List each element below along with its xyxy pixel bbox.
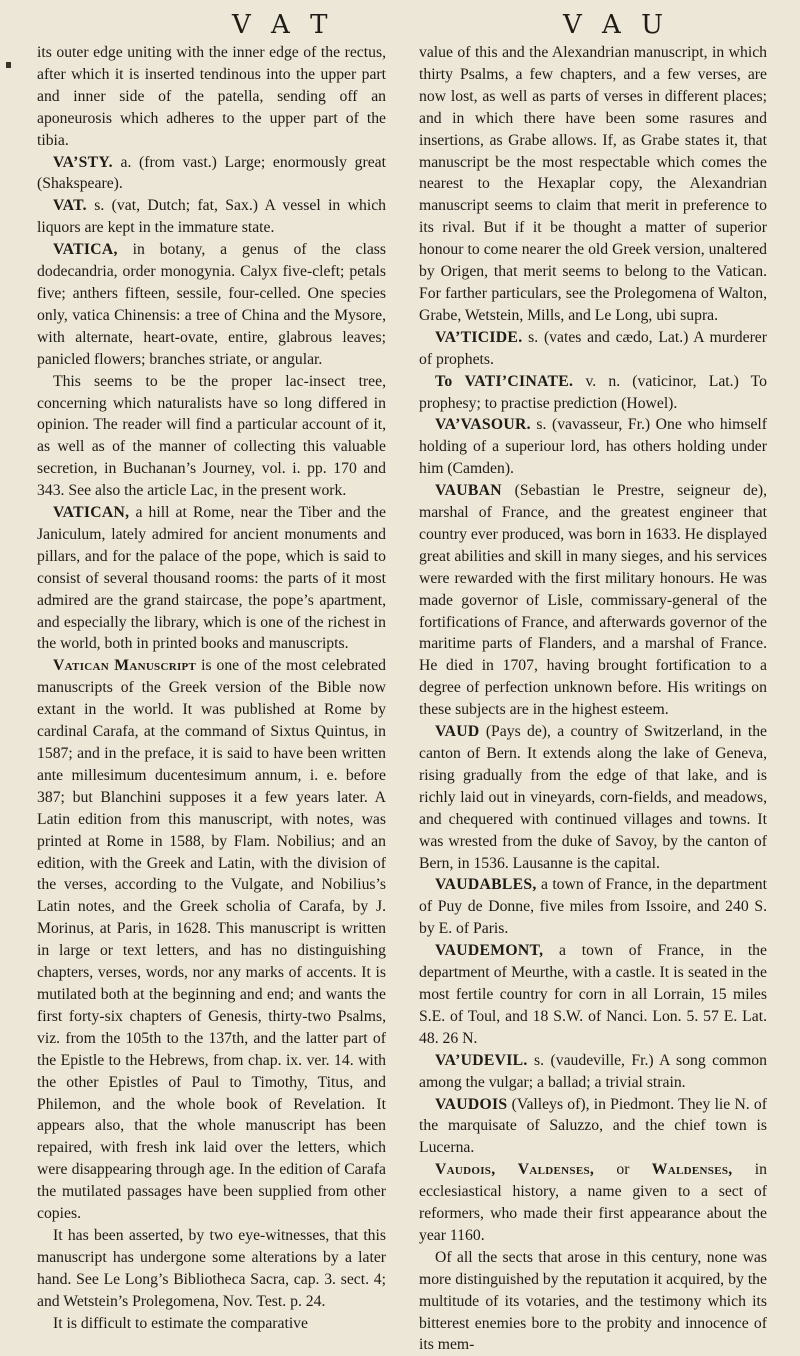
definition-vaudemont: a town of France, in the department of Meurthe, with a castle. It is seated in the most fertile country for corn in all Lorrain, 15 miles S.E. of Toul, and 18 S.W. of Nanci. Lon. 5. 57 E. Lat. 48. 26 N. [419, 942, 767, 1047]
definition-vaticide: s. (vates and cædo, Lat.) A murderer of prophets. [419, 328, 767, 368]
headword-vaticinate: To VATI’CINATE. [435, 372, 574, 390]
entry-vat [37, 195, 386, 239]
entry-vatica-note: This seems to be the proper lac-insect tree, concerning which naturalists have so long differed in opinion. The reader will find a particular account of it, as well as of the manner of collecting this valuable secretion, in Buchanan’s Journey, vol. i. pp. 170 and 343. See also the article Lac, in the present work. [37, 372, 386, 500]
entry-vauban [419, 480, 767, 721]
left-column [37, 42, 386, 1332]
headword-vatican: VATICAN, [53, 504, 130, 522]
headword-vasty: VA’STY. [53, 153, 113, 171]
headword-vauban: VAUBAN [435, 482, 502, 500]
headword-vavasour: VA’VASOUR. [435, 416, 531, 434]
definition-vasty: a. (from vast.) Large; enormously great (Shakspeare). [37, 153, 386, 193]
headword-vat: VAT. [53, 197, 87, 215]
headword-waldenses: Waldenses, [651, 1161, 733, 1179]
definition-vauban: (Sebastian le Prestre, seigneur de), marshal of France, and the greatest engineer that country ever produced, was born in 1633. He displayed great abilities and skill in many sieges, and his services were rewarded with the first military honours. He was made governor of Lisle, commissary-general of the fortifications of France, and afterwards governor of the maritime parts of Flanders, and a marshal of France. He died in 1707, having brought fortification to a degree of perfection unknown before. His writings on these subjects are in the highest esteem. [419, 482, 767, 719]
continuation-paragraph: its outer edge uniting with the inner edge of the rectus, after which it is inserted tendinous into the upper part and inner side of the patella, sending off an aponeurosis which adheres to the upper part of the tibia. [37, 44, 386, 149]
entry-vaticide [419, 327, 767, 371]
definition-vat: s. (vat, Dutch; fat, Sax.) A vessel in which liquors are kept in the immature state. [37, 197, 386, 237]
running-head [0, 10, 800, 42]
headword-vaudemont: VAUDEMONT, [435, 942, 544, 960]
headword-vaudois-valdenses: Vaudois, Valdenses, [435, 1161, 595, 1179]
page-edge-mark [6, 62, 11, 68]
entry-vaudois [419, 1094, 767, 1160]
headword-vaudables: VAUDABLES, [435, 876, 537, 894]
right-running-head: V A U [563, 10, 669, 40]
entry-vavasour [419, 414, 767, 480]
definition-vaudevil: s. (vaudeville, Fr.) A song common among the vulgar; a ballad; a trivial strain. [419, 1051, 767, 1091]
entry-vaticinate [419, 371, 767, 415]
entry-vaudois-sect [419, 1159, 767, 1247]
definition-vaud: (Pays de), a country of Switzerland, in the canton of Bern. It extends along the lake of Geneva, rising gradually from the edge of that lake, and is richly laid out in vineyards, corn-fields, and meadows, and chequered with continued villages and towns. It was wrested from the duke of Savoy, by the canton of Bern, in 1536. Lausanne is the capital. [419, 723, 767, 872]
entry-vaudevil [419, 1050, 767, 1094]
continuation-paragraph: value of this and the Alexandrian manuscript, in which thirty Psalms, a few chapters, and a few verses, are now lost, as well as parts of verses in different places; and in which there have been some rasures and insertions, as Grabe allows. If, as Grabe states it, that manuscript be the most respectable which comes the nearest to the Hexaplar copy, the Alexandrian manuscript seems to claim that merit in preference to its rival. But if it be thought a matter of superior honour to come nearer the old Greek version, unaltered by Origen, that merit seems to belong to the Vatican. For farther particulars, see the Prolegomena of Walton, Grabe, Wetstein, Mills, and Le Long, ubi supra. [419, 44, 767, 324]
entry-vasty [37, 152, 386, 196]
headword-vaudevil: VA’UDEVIL. [435, 1051, 528, 1069]
definition-vatican-manuscript: is one of the most celebrated manuscripts of the Greek version of the Bible now extant in the world. It was published at Rome by cardinal Carafa, at the command of Sixtus Quintus, in 1587; and in the preface, it is said to have been written ante millesimum ducentesimum annum, i. e. before 387; but Blanchini supposes it a few years later. A Latin edition from this manuscript, with notes, was printed at Rome in 1588, by Flam. Nobilius; and an edition, with the Greek and Latin, with the division of the verses, according to the Vulgate, and Nobilius’s Latin notes, and the Greek scholia of Carafa, by J. Morinus, at Paris, in 1628. This manuscript is written in large or text letters, and has no distinguishing chapters, verses, words, nor any marks of accents. It is mutilated both at the beginning and end; and wants the first forty-six chapters of Genesis, thirty-two Psalms, viz. from the 105th to the 137th, and the latter part of the Epistle to the Hebrews, from chap. ix. ver. 14. with the other Epistles of Paul to Timothy, Titus, and Philemon, and the whole book of Revelation. It appears also, that the whole manuscript has been repaired, with fresh ink laid over the letters, which were disappearing through age. In the edition of Carafa the mutilated passages have been supplied from other copies. [37, 657, 386, 1223]
entry-vatican [37, 502, 386, 655]
definition-vaudables: a town of France, in the department of Puy de Donne, five miles from Issoire, and 240 S. by E. of Paris. [419, 876, 767, 938]
definition-vatican: a hill at Rome, near the Tiber and the Janiculum, lately admired for ancient monuments and pillars, and for the palace of the pope, which is said to consist of several thousand rooms: the parts of it most admired are the grand staircase, the pope’s apartment, and especially the library, which is one of the richest in the world, both in printed books and manuscripts. [37, 504, 386, 653]
definition-vaudois: (Valleys of), in Piedmont. They lie N. of the marquisate of Saluzzo, and the chief town is Lucerna. [419, 1095, 767, 1157]
entry-vaudemont [419, 940, 767, 1050]
headword-vaud: VAUD [435, 723, 480, 741]
entry-vatican-manuscript [37, 655, 386, 1225]
entry-vatica [37, 239, 386, 370]
definition-vaudois-sect: in ecclesiastical history, a name given to a sect of reformers, who made their first appearance about the year 1160. [419, 1161, 767, 1244]
entry-vatican-manuscript-note: It has been asserted, by two eye-witnesses, that this manuscript has undergone some alterations by a later hand. See Le Long’s Bibliotheca Sacra, cap. 3. sect. 4; and Wetstein’s Prolegomena, Nov. Test. p. 24. [37, 1226, 386, 1310]
entry-vatican-manuscript-continued: It is difficult to estimate the comparative [53, 1314, 308, 1332]
headword-vatican-manuscript: Vatican Manuscript [53, 657, 197, 675]
headword-vatica: VATICA, [53, 241, 118, 259]
definition-vavasour: s. (vavasseur, Fr.) One who himself holding of a superiour lord, has others holding under him (Camden). [419, 416, 767, 478]
headword-vaudois: VAUDOIS [435, 1095, 508, 1113]
headword-connector: or [594, 1161, 652, 1179]
entry-vaud [419, 721, 767, 874]
definition-vatica: in botany, a genus of the class dodecandria, order monogynia. Calyx five-cleft; petals five; anthers fifteen, sessile, four-celled. One species only, vatica Chinensis: a tree of China and the Mysore, with alternate, heart-ovate, entire, glabrous leaves; panicled flowers; branches striate, or angular. [37, 241, 386, 368]
right-column [419, 42, 767, 1354]
left-running-head: V A T [232, 10, 334, 40]
definition-vaticinate: v. n. (vaticinor, Lat.) To prophesy; to practise prediction (Howel). [419, 372, 767, 412]
entry-vaudois-sect-note: Of all the sects that arose in this century, none was more distinguished by the reputation it acquired, by the multitude of its votaries, and the testimony which its bitterest enemies bore to the probity and innocence of its mem- [419, 1248, 767, 1354]
entry-vaudables [419, 874, 767, 940]
headword-vaticide: VA’TICIDE. [435, 328, 523, 346]
